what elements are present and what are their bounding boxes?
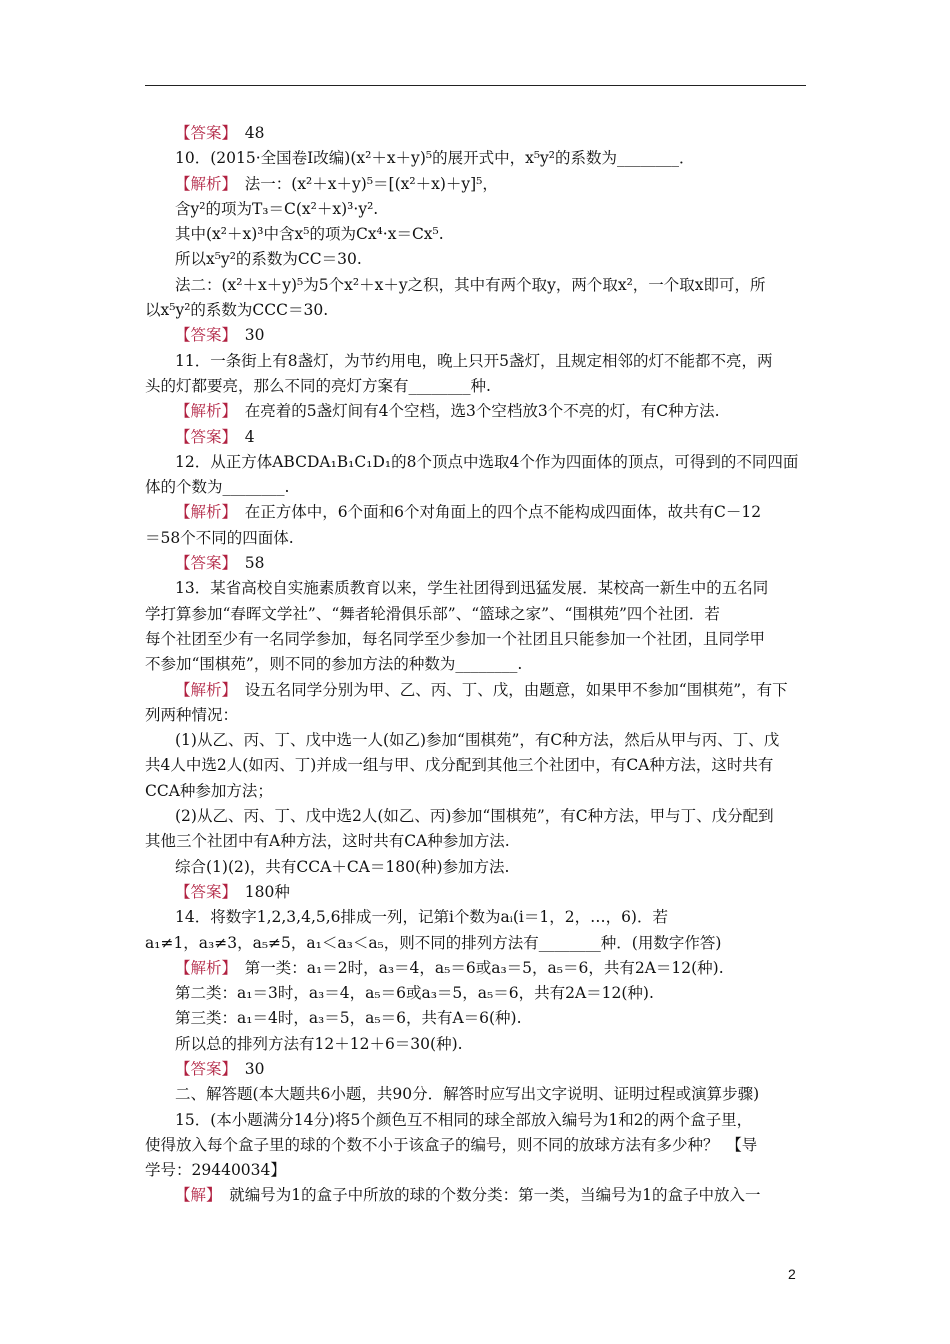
line-text: 就编号为1的盒子中所放的球的个数分类：第一类，当编号为1的盒子中放入一 — [213, 1186, 761, 1205]
text-line — [145, 1183, 808, 1208]
line-text: 设五名同学分别为甲、乙、丙、丁、戊，由题意，如果甲不参加“围棋苑”，有下 — [229, 680, 788, 699]
line-text: 其他三个社团中有A种方法，这时共有CA种参加方法. — [145, 832, 510, 851]
text-line — [145, 905, 808, 930]
line-text: 法二：(x²＋x＋y)⁵为5个x²＋x＋y之积，其中有两个取y，两个取x²，一个取x即可，所 — [175, 275, 766, 294]
text-line — [145, 753, 808, 778]
page-number: 2 — [788, 1266, 796, 1282]
text-line — [145, 931, 808, 956]
analysis-tag: 【解析】 — [175, 503, 230, 522]
text-line — [145, 349, 808, 374]
line-text: (1)从乙、丙、丁、戊中选一人(如乙)参加“围棋苑”，有C种方法，然后从甲与丙、丁、戊 — [175, 731, 780, 750]
line-text: 14．将数字1,2,3,4,5,6排成一列，记第i个数为aᵢ(i＝1，2，…，6)．若 — [175, 908, 668, 927]
text-line — [145, 273, 808, 298]
line-text: 以x⁵y²的系数为CCC＝30. — [145, 301, 329, 320]
text-line — [145, 728, 808, 753]
text-line — [145, 475, 808, 500]
text-line — [145, 146, 808, 171]
line-text: 30 — [229, 326, 265, 345]
text-line — [145, 551, 808, 576]
line-text: 二、解答题(本大题共6小题，共90分．解答时应写出文字说明、证明过程或演算步骤) — [175, 1085, 760, 1104]
line-text: (2)从乙、丙、丁、戊中选2人(如乙、丙)参加“围棋苑”，有C种方法，甲与丁、戊分配到 — [175, 807, 774, 826]
line-text: 学号：29440034】 — [145, 1161, 286, 1180]
text-line — [145, 829, 808, 854]
line-text: 第二类：a₁＝3时，a₃＝4，a₅＝6或a₃＝5，a₅＝6，共有2A＝12(种). — [175, 984, 654, 1003]
text-line — [145, 323, 808, 348]
line-text: 第三类：a₁＝4时，a₃＝5，a₅＝6，共有A＝6(种). — [175, 1009, 522, 1028]
text-line — [145, 298, 808, 323]
line-text: 13．某省高校自实施素质教育以来，学生社团得到迅猛发展．某校高一新生中的五名同 — [175, 579, 769, 598]
line-text: 12．从正方体ABCDA₁B₁C₁D₁的8个顶点中选取4个作为四面体的顶点，可得到的不同四面 — [175, 452, 799, 471]
line-text: 58 — [229, 554, 265, 573]
analysis-tag: 【解析】 — [175, 174, 230, 193]
line-text: 4 — [229, 427, 255, 446]
answer-tag: 【答案】 — [175, 124, 230, 142]
line-text: 第一类：a₁＝2时，a₃＝4，a₅＝6或a₃＝5，a₅＝6，共有2A＝12(种). — [229, 958, 724, 977]
line-text: 学打算参加“春晖文学社”、“舞者轮滑俱乐部”、“篮球之家”、“围棋苑”四个社团．若 — [145, 604, 720, 623]
analysis-tag: 【解析】 — [175, 680, 230, 699]
line-text: a₁≠1，a₃≠3，a₅≠5，a₁＜a₃＜a₅，则不同的排列方法有________种．(用数字作答) — [145, 933, 722, 952]
text-line — [145, 500, 808, 525]
text-line — [145, 880, 808, 905]
line-text: CCA种参加方法； — [145, 781, 273, 800]
line-text: 在正方体中，6个面和6个对角面上的四个点不能构成四面体，故共有C－12 — [229, 503, 762, 522]
line-text: 头的灯都要亮，那么不同的亮灯方案有________种. — [145, 376, 491, 395]
line-text: 含y²的项为T₃＝C(x²＋x)³·y². — [175, 199, 379, 218]
line-text: 每个社团至少有一名同学参加，每名同学至少参加一个社团且只能参加一个社团，且同学甲 — [145, 629, 766, 648]
text-line — [145, 450, 808, 475]
text-line — [145, 1158, 808, 1183]
text-line — [145, 425, 808, 450]
line-text: 列两种情况： — [145, 705, 239, 724]
answer-tag: 【答案】 — [175, 1059, 230, 1078]
line-text: 共4人中选2人(如丙、丁)并成一组与甲、戊分配到其他三个社团中，有CA种方法，这时共有 — [145, 756, 774, 775]
analysis-tag: 【解析】 — [175, 958, 230, 977]
text-line — [145, 121, 808, 146]
line-text: 10．(2015·全国卷Ⅰ改编)(x²＋x＋y)⁵的展开式中，x⁵y²的系数为________． — [175, 149, 695, 168]
answer-tag: 【答案】 — [175, 427, 230, 446]
line-text: 其中(x²＋x)³中含x⁵的项为Cx⁴·x＝Cx⁵. — [175, 225, 444, 244]
answer-tag: 【答案】 — [175, 882, 230, 901]
text-line — [145, 602, 808, 627]
text-line — [145, 374, 808, 399]
text-line — [145, 703, 808, 728]
text-line — [145, 1133, 808, 1158]
text-line — [145, 1032, 808, 1057]
text-line — [145, 172, 808, 197]
text-line — [145, 779, 808, 804]
text-line — [145, 1057, 808, 1082]
text-line — [145, 956, 808, 981]
line-text: 180种 — [229, 882, 290, 901]
text-line — [145, 399, 808, 424]
text-line — [145, 576, 808, 601]
text-line — [145, 247, 808, 272]
line-text: 在亮着的5盏灯间有4个空档，选3个空档放3个不亮的灯，有C种方法. — [229, 402, 720, 421]
text-line — [145, 652, 808, 677]
text-line — [145, 627, 808, 652]
line-text: 48 — [229, 124, 265, 142]
solution-tag: 【解】 — [175, 1186, 214, 1205]
line-text: 体的个数为________. — [145, 478, 290, 497]
header-rule — [145, 85, 806, 86]
answer-tag: 【答案】 — [175, 554, 230, 573]
text-line — [145, 1082, 808, 1107]
text-line — [145, 222, 808, 247]
text-line — [145, 197, 808, 222]
analysis-tag: 【解析】 — [175, 402, 230, 421]
line-text: ＝58个不同的四面体. — [145, 528, 294, 547]
line-text: 所以总的排列方法有12＋12＋6＝30(种). — [175, 1034, 463, 1053]
text-line — [145, 678, 808, 703]
text-line — [145, 981, 808, 1006]
line-text: 综合(1)(2)，共有CCA＋CA＝180(种)参加方法. — [175, 857, 510, 876]
line-text: 15．(本小题满分14分)将5个颜色互不相同的球全部放入编号为1和2的两个盒子里， — [175, 1110, 753, 1129]
text-line — [145, 1006, 808, 1031]
document-body — [145, 121, 808, 1209]
text-line — [145, 526, 808, 551]
line-text: 11．一条街上有8盏灯，为节约用电，晚上只开5盏灯，且规定相邻的灯不能都不亮，两 — [175, 351, 773, 370]
text-line — [145, 804, 808, 829]
line-text: 30 — [229, 1059, 265, 1078]
answer-tag: 【答案】 — [175, 326, 230, 345]
line-text: 所以x⁵y²的系数为CC＝30. — [175, 250, 362, 269]
text-line — [145, 855, 808, 880]
line-text: 使得放入每个盒子里的球的个数不小于该盒子的编号，则不同的放球方法有多少种？ 【导 — [145, 1135, 758, 1154]
line-text: 不参加“围棋苑”，则不同的参加方法的种数为________. — [145, 655, 523, 674]
line-text: 法一：(x²＋x＋y)⁵＝[(x²＋x)＋y]⁵， — [229, 174, 498, 193]
text-line — [145, 1108, 808, 1133]
